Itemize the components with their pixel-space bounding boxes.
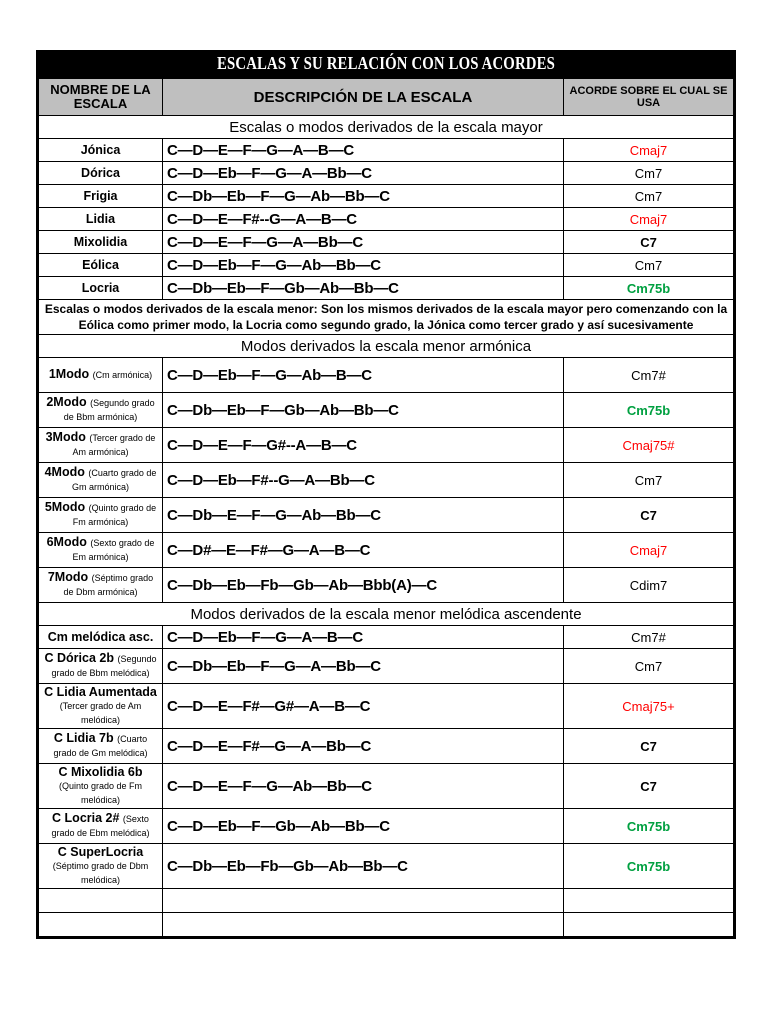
scale-name-cell bbox=[39, 254, 163, 277]
table-row bbox=[39, 393, 734, 428]
chord-cell: Cm7 bbox=[564, 463, 734, 498]
scale-description: C—D—Eb—F—G—A—Bb—C bbox=[163, 162, 564, 185]
scale-description: C—D—Eb—F—Gb—Ab—Bb—C bbox=[163, 809, 564, 844]
scale-name: 3Modo bbox=[45, 430, 86, 444]
scale-name-cell bbox=[39, 729, 163, 764]
scale-name-cell bbox=[39, 428, 163, 463]
scale-name-note: (Séptimo grado de Dbm armónica) bbox=[63, 573, 154, 597]
chord-cell: Cmaj7 bbox=[564, 208, 734, 231]
section-title: Modos derivados de la escala menor melódica ascendente bbox=[39, 603, 734, 626]
scale-description: C—D—E—F#—G#—A—B—C bbox=[163, 684, 564, 729]
scale-description: C—D—Eb—F—G—A—B—C bbox=[163, 626, 564, 649]
scale-name: 2Modo bbox=[46, 395, 87, 409]
scale-name: Lidia bbox=[85, 212, 116, 226]
table-row bbox=[39, 358, 734, 393]
chord-cell: Cm7 bbox=[564, 185, 734, 208]
scale-name-cell bbox=[39, 498, 163, 533]
table-row bbox=[39, 231, 734, 254]
chord-cell: Cmaj7 bbox=[564, 533, 734, 568]
scale-name: Mixolidia bbox=[73, 235, 128, 249]
table-row bbox=[39, 568, 734, 603]
scale-name-note: (Tercer grado de Am armónica) bbox=[72, 433, 156, 457]
scale-name: 7Modo bbox=[47, 570, 89, 584]
scale-name-note: (Sexto grado de Em armónica) bbox=[72, 538, 155, 562]
chord-cell: Cm7 bbox=[564, 254, 734, 277]
title-cell bbox=[39, 53, 734, 79]
scale-name-cell bbox=[39, 208, 163, 231]
scale-name: C Mixolidia 6b bbox=[58, 764, 143, 779]
scale-name-note: (Tercer grado de Am melódica) bbox=[59, 700, 142, 725]
section-melodic-rows bbox=[39, 626, 734, 889]
scale-name: C Locria 2# bbox=[52, 811, 120, 825]
chord-cell: Cm7# bbox=[564, 358, 734, 393]
chord-cell: Cm75b bbox=[564, 809, 734, 844]
scale-description: C—Db—Eb—F—G—A—Bb—C bbox=[163, 649, 564, 684]
scale-name-cell bbox=[39, 162, 163, 185]
table-row bbox=[39, 729, 734, 764]
scale-name-cell bbox=[39, 231, 163, 254]
scale-name-note: (Cuarto grado de Gm armónica) bbox=[71, 468, 157, 492]
table-title: ESCALAS Y SU RELACIÓN CON LOS ACORDES bbox=[101, 53, 670, 78]
table-row bbox=[39, 809, 734, 844]
note-row bbox=[39, 300, 734, 335]
blank-cell bbox=[39, 889, 163, 913]
scales-table bbox=[38, 52, 734, 937]
scale-name: Frigia bbox=[83, 189, 118, 203]
table-row bbox=[39, 254, 734, 277]
scale-name: C Lidia Aumentada bbox=[44, 684, 157, 699]
table-row bbox=[39, 162, 734, 185]
scale-name: 6Modo bbox=[46, 535, 87, 549]
header-description: DESCRIPCIÓN DE LA ESCALA bbox=[163, 79, 564, 116]
header-chord: ACORDE SOBRE EL CUAL SE USA bbox=[564, 79, 734, 116]
chord-cell: Cmaj7 bbox=[564, 139, 734, 162]
blank-row bbox=[39, 913, 734, 937]
table-row bbox=[39, 208, 734, 231]
scale-name: Cm melódica asc. bbox=[47, 629, 154, 644]
blank-cell bbox=[39, 913, 163, 937]
scale-name-note: (Segundo grado de Bbm armónica) bbox=[63, 398, 155, 422]
section-major-rows bbox=[39, 139, 734, 300]
scale-description: C—D#—E—F#—G—A—B—C bbox=[163, 533, 564, 568]
chord-cell: C7 bbox=[564, 231, 734, 254]
table-row bbox=[39, 684, 734, 729]
section-title: Modos derivados la escala menor armónica bbox=[39, 335, 734, 358]
section-header-melodic bbox=[39, 603, 734, 626]
header-name: NOMBRE DE LA ESCALA bbox=[39, 79, 163, 116]
table-row bbox=[39, 844, 734, 889]
scale-description: C—Db—Eb—F—Gb—Ab—Bb—C bbox=[163, 393, 564, 428]
scale-description: C—D—E—F—G#--A—B—C bbox=[163, 428, 564, 463]
table-row bbox=[39, 277, 734, 300]
scale-name: C Dórica 2b bbox=[44, 651, 114, 665]
scale-description: C—Db—Eb—Fb—Gb—Ab—Bbb(A)—C bbox=[163, 568, 564, 603]
table-row bbox=[39, 498, 734, 533]
scale-name-cell bbox=[39, 568, 163, 603]
scale-description: C—Db—Eb—F—Gb—Ab—Bb—C bbox=[163, 277, 564, 300]
blank-cell bbox=[163, 913, 564, 937]
scale-name: 1Modo bbox=[48, 367, 90, 381]
scale-description: C—D—Eb—F#--G—A—Bb—C bbox=[163, 463, 564, 498]
minor-scale-note: Escalas o modos derivados de la escala menor: Son los mismos derivados de la escala mayor pero comenzando con la Eólica como primer modo, la Locria como segundo grado, la Jónica como tercer grado y así sucesivamente bbox=[39, 300, 734, 335]
scale-name: Eólica bbox=[82, 258, 119, 272]
scale-name: Jónica bbox=[80, 143, 121, 157]
chord-cell: C7 bbox=[564, 498, 734, 533]
blank-cell bbox=[163, 889, 564, 913]
chord-cell: Cmaj75# bbox=[564, 428, 734, 463]
scale-name-cell bbox=[39, 533, 163, 568]
section-header-harmonic bbox=[39, 335, 734, 358]
section-harmonic-rows bbox=[39, 358, 734, 603]
chord-cell: C7 bbox=[564, 764, 734, 809]
scale-name-cell bbox=[39, 844, 163, 889]
table-row bbox=[39, 764, 734, 809]
scale-description: C—Db—E—F—G—Ab—Bb—C bbox=[163, 498, 564, 533]
scale-name-cell bbox=[39, 393, 163, 428]
blank-row bbox=[39, 889, 734, 913]
scale-name: Locria bbox=[81, 281, 120, 295]
scale-name-cell bbox=[39, 463, 163, 498]
scale-name-note: (Séptimo grado de Dbm melódica) bbox=[52, 860, 149, 885]
scale-name-note: (Quinto grado de Fm armónica) bbox=[72, 503, 157, 527]
scale-description: C—Db—Eb—F—G—Ab—Bb—C bbox=[163, 185, 564, 208]
blank-cell bbox=[564, 913, 734, 937]
scale-name-note: (Sexto grado de Ebm melódica) bbox=[51, 814, 150, 838]
table-row bbox=[39, 463, 734, 498]
title-row bbox=[39, 53, 734, 79]
scale-name: Dórica bbox=[81, 166, 120, 180]
chord-cell: Cmaj75+ bbox=[564, 684, 734, 729]
scale-name-cell bbox=[39, 684, 163, 729]
scale-description: C—D—E—F#--G—A—B—C bbox=[163, 208, 564, 231]
chord-cell: Cm7 bbox=[564, 162, 734, 185]
scale-description: C—D—E—F#—G—A—Bb—C bbox=[163, 729, 564, 764]
table-row bbox=[39, 649, 734, 684]
chord-cell: Cm75b bbox=[564, 393, 734, 428]
scale-name: 4Modo bbox=[44, 465, 85, 479]
scale-name-cell bbox=[39, 277, 163, 300]
section-header-major bbox=[39, 116, 734, 139]
scale-name-cell bbox=[39, 626, 163, 649]
scale-description: C—D—E—F—G—A—B—C bbox=[163, 139, 564, 162]
scale-name-cell bbox=[39, 764, 163, 809]
table-row bbox=[39, 626, 734, 649]
scale-name-cell bbox=[39, 809, 163, 844]
chord-cell: Cm7# bbox=[564, 626, 734, 649]
scales-table-sheet bbox=[36, 50, 736, 939]
header-row bbox=[39, 79, 734, 116]
scale-description: C—D—E—F—G—Ab—Bb—C bbox=[163, 764, 564, 809]
chord-cell: Cm75b bbox=[564, 844, 734, 889]
chord-cell: Cm75b bbox=[564, 277, 734, 300]
table-row bbox=[39, 428, 734, 463]
scale-name-note: (Quinto grado de Fm melódica) bbox=[58, 780, 143, 805]
section-title: Escalas o modos derivados de la escala mayor bbox=[39, 116, 734, 139]
scale-name-note: (Cm armónica) bbox=[92, 370, 153, 380]
scale-name-cell bbox=[39, 139, 163, 162]
scale-name-cell bbox=[39, 649, 163, 684]
scale-name: 5Modo bbox=[44, 500, 86, 514]
scale-name-cell bbox=[39, 185, 163, 208]
scale-name-note: (Segundo grado de Bbm melódica) bbox=[51, 654, 157, 678]
scale-description: C—Db—Eb—Fb—Gb—Ab—Bb—C bbox=[163, 844, 564, 889]
blank-cell bbox=[564, 889, 734, 913]
scale-name: C SuperLocria bbox=[57, 844, 144, 859]
scale-description: C—D—Eb—F—G—Ab—Bb—C bbox=[163, 254, 564, 277]
scale-description: C—D—Eb—F—G—Ab—B—C bbox=[163, 358, 564, 393]
chord-cell: C7 bbox=[564, 729, 734, 764]
chord-cell: Cdim7 bbox=[564, 568, 734, 603]
table-row bbox=[39, 139, 734, 162]
scale-description: C—D—E—F—G—A—Bb—C bbox=[163, 231, 564, 254]
scale-name-cell bbox=[39, 358, 163, 393]
scale-name: C Lidia 7b bbox=[53, 731, 114, 745]
table-row bbox=[39, 533, 734, 568]
table-row bbox=[39, 185, 734, 208]
scale-name-note: (Cuarto grado de Gm melódica) bbox=[53, 734, 148, 758]
chord-cell: Cm7 bbox=[564, 649, 734, 684]
